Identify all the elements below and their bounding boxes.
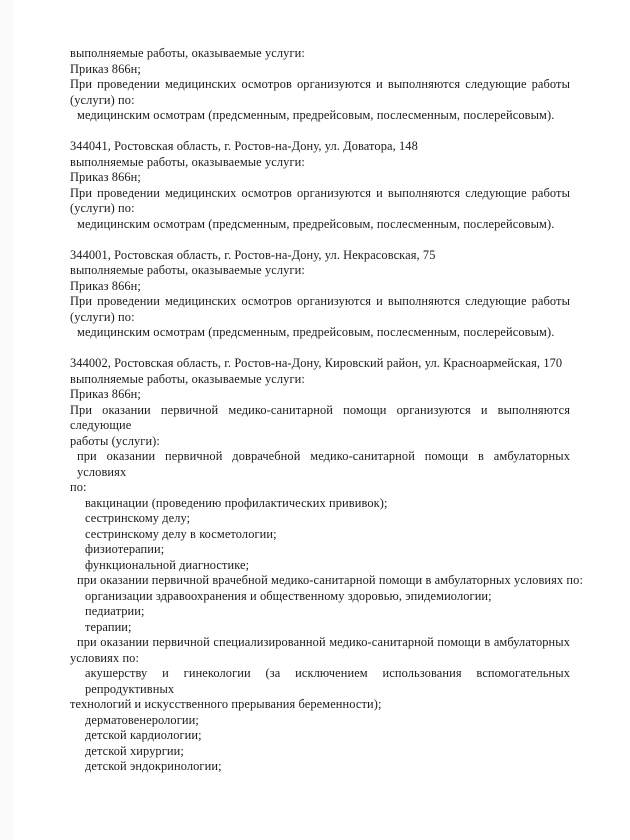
- text-line: 344041, Ростовская область, г. Ростов-на-Дону, ул. Доватора, 148: [70, 139, 418, 153]
- text-line: (услуги) по:: [70, 309, 135, 324]
- text-line: Приказ 866н;: [70, 278, 141, 293]
- text-line: работы (услуги):: [70, 433, 160, 448]
- text-line: 344002, Ростовская область, г. Ростов-на-Дону, Кировский район, ул. Красноармейская, 170: [70, 356, 563, 370]
- text-line: терапии;: [85, 619, 132, 634]
- text-line: выполняемые работы, оказываемые услуги:: [70, 263, 305, 277]
- text-line: сестринскому делу в косметологии;: [85, 526, 277, 541]
- text-line: акушерству и гинекологии (за исключением использования вспомогательных репродуктивных: [85, 666, 570, 696]
- text-line: детской кардиологии;: [85, 728, 202, 742]
- license-address-section: [70, 139, 570, 232]
- text-line: функциональной диагностике;: [85, 557, 250, 572]
- text-line: детской хирургии;: [85, 743, 184, 758]
- text-line: При проведении медицинских осмотров организуются и выполняются следующие работы: [70, 185, 570, 200]
- text-line: по:: [70, 480, 87, 494]
- text-line: физиотерапии;: [85, 542, 165, 556]
- text-line: педиатрии;: [85, 604, 145, 618]
- text-line: (услуги) по:: [70, 201, 135, 215]
- text-line: выполняемые работы, оказываемые услуги:: [70, 371, 305, 386]
- page-edge-shade: [0, 0, 14, 840]
- text-line: вакцинации (проведению профилактических прививок);: [85, 495, 388, 510]
- text-line: детской эндокринологии;: [85, 759, 222, 773]
- text-line: медицинским осмотрам (предсменным, предрейсовым, послесменным, послерейсовым).: [77, 108, 555, 122]
- license-address-section: [70, 46, 570, 124]
- text-line: (услуги) по:: [70, 92, 135, 107]
- text-line: медицинским осмотрам (предсменным, предрейсовым, послесменным, послерейсовым).: [77, 325, 555, 339]
- text-line: при оказании первичной врачебной медико-санитарной помощи в амбулаторных условиях по:: [77, 573, 583, 587]
- text-line: При проведении медицинских осмотров организуются и выполняются следующие работы: [70, 294, 570, 308]
- license-address-section: [70, 356, 583, 775]
- text-line: медицинским осмотрам (предсменным, предрейсовым, послесменным, послерейсовым).: [77, 216, 555, 231]
- text-line: При проведении медицинских осмотров организуются и выполняются следующие работы: [70, 77, 570, 91]
- text-line: организации здравоохранения и общественному здоровью, эпидемиологии;: [85, 588, 492, 603]
- text-line: выполняемые работы, оказываемые услуги:: [70, 46, 305, 60]
- text-line: при оказании первичной доврачебной медико-санитарной помощи в амбулаторных условиях: [77, 449, 570, 479]
- text-line: 344001, Ростовская область, г. Ростов-на-Дону, ул. Некрасовская, 75: [70, 247, 436, 262]
- text-line: Приказ 866н;: [70, 170, 141, 184]
- text-line: при оказании первичной специализированной медико-санитарной помощи в амбулаторных: [77, 635, 570, 649]
- license-address-section: [70, 248, 570, 341]
- text-line: дерматовенерологии;: [85, 712, 199, 727]
- text-line: При оказании первичной медико-санитарной помощи организуются и выполняются следующие: [70, 402, 570, 432]
- text-line: технологий и искусственного прерывания беременности);: [70, 697, 382, 711]
- document-text-body: [70, 46, 583, 775]
- text-line: выполняемые работы, оказываемые услуги:: [70, 154, 305, 169]
- text-line: условиях по:: [70, 650, 140, 665]
- text-line: Приказ 866н;: [70, 387, 141, 401]
- text-line: Приказ 866н;: [70, 61, 141, 76]
- text-line: сестринскому делу;: [85, 511, 191, 525]
